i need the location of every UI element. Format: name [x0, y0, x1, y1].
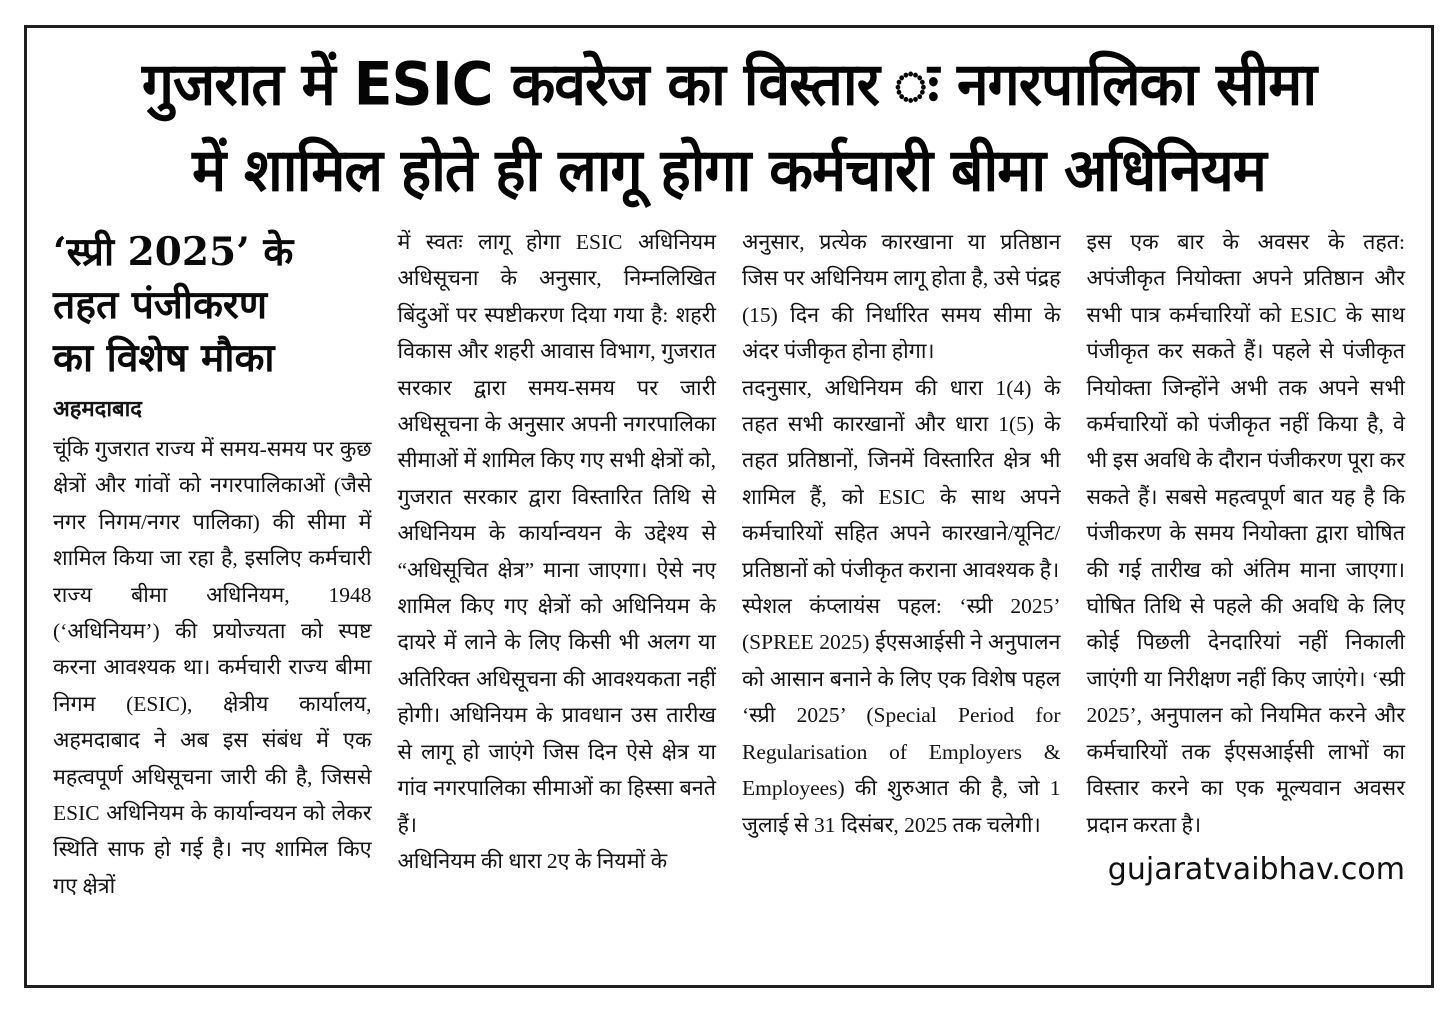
website-credit: gujaratvaibhav.com — [1107, 851, 1405, 887]
article-subheadline — [53, 226, 372, 385]
article-columns — [53, 224, 1405, 904]
body-paragraph: में स्वतः लागू होगा ESIC अधिनियम अधिसूचना के अनुसार, निम्नलिखित बिंदुओं पर स्पष्टीकरण दिया गया है: शहरी विकास और शहरी आवास विभाग, गुजरात सरकार द्वारा समय-समय पर जारी अधिसूचना के अनुसार अपनी नगरपालिका सीमाओं में शामिल किए गए सभी क्षेत्रों को, गुजरात सरकार द्वारा विस्तारित तिथि से अधिनियम के कार्यान्वयन के उद्देश्य से “अधिसूचित क्षेत्र” माना जाएगा। ऐसे नए शामिल किए गए क्षेत्रों को अधिनियम के दायरे में लाने के लिए किसी भी अलग या अतिरिक्त अधिसूचना की आवश्यकता नहीं होगी। अधिनियम के प्रावधान उस तारीख से लागू हो जाएंगे जिस दिन ऐसे क्षेत्र या गांव नगरपालिका सीमाओं का हिस्सा बनते हैं। — [397, 230, 716, 837]
article-column-1 — [53, 224, 372, 904]
article-column-2 — [398, 224, 717, 879]
article-column-3 — [742, 224, 1061, 843]
body-paragraph: अधिनियम की धारा 2ए के नियमों के — [397, 848, 668, 873]
article-frame — [24, 25, 1434, 988]
subheadline-line-3: का विशेष मौका — [53, 335, 275, 381]
body-paragraph: अनुसार, प्रत्येक कारखाना या प्रतिष्ठान जिस पर अधिनियम लागू होता है, उसे पंद्रह (15) दिन की निर्धारित समय सीमा के अंदर पंजीकृत होना होगा। — [742, 230, 1061, 364]
headline-line-1: गुजरात में ESIC कवरेज का विस्तार ः नगरपालिका सीमा — [141, 50, 1317, 119]
article-headline — [53, 42, 1405, 215]
body-paragraph: चूंकि गुजरात राज्य में समय-समय पर कुछ क्षेत्रों और गांवों को नगरपालिकाओं (जैसे नगर निगम/नगर पालिका) की सीमा में शामिल किया जा रहा है, इसलिए कर्मचारी राज्य बीमा अधिनियम, 1948 (‘अधिनियम’) की प्रयोज्यता को स्पष्ट करना आवश्यक था। कर्मचारी राज्य बीमा निगम (ESIC), क्षेत्रीय कार्यालय, अहमदाबाद ने अब इस संबंध में एक महत्वपूर्ण अधिसूचना जारी की है, जिससे ESIC अधिनियम के कार्यान्वयन को लेकर स्थिति साफ हो गई है। नए शामिल किए गए क्षेत्रों — [53, 437, 372, 898]
article-column-4 — [1087, 224, 1406, 889]
dateline: अहमदाबाद — [53, 397, 142, 422]
subheadline-line-2: तहत पंजीकरण — [53, 282, 268, 328]
headline-line-2: में शामिल होते ही लागू होगा कर्मचारी बीमा अधिनियम — [192, 136, 1266, 206]
body-paragraph: स्पेशल कंप्लायंस पहल: ‘स्प्री 2025’ (SPREE 2025) ईएसआईसी ने अनुपालन को आसान बनाने के लिए एक विशेष पहल ‘स्प्री 2025’ (Special Period for Regularisation of Employers & Employees) की शुरुआत की है, जो 1 जुलाई से 31 दिसंबर, 2025 तक चलेगी। — [742, 594, 1061, 837]
body-paragraph: इस एक बार के अवसर के तहत: अपंजीकृत नियोक्ता अपने प्रतिष्ठान और सभी पात्र कर्मचारियों को ESIC के साथ पंजीकृत कर सकते हैं। पहले से पंजीकृत नियोक्ता जिन्होंने अभी तक अपने सभी कर्मचारियों को पंजीकृत नहीं किया है, वे भी इस अवधि के दौरान पंजीकरण पूरा कर सकते हैं। सबसे महत्वपूर्ण बात यह है कि पंजीकरण के समय नियोक्ता द्वारा घोषित की गई तारीख को अंतिम माना जाएगा। घोषित तिथि से पहले की अवधि के लिए कोई पिछली देनदारियां नहीं निकाली जाएंगी या निरीक्षण नहीं किए जाएंगे। ‘स्प्री 2025’, अनुपालन को नियमित करने और कर्मचारियों तक ईएसआईसी लाभों का विस्तार करने का एक मूल्यवान अवसर प्रदान करता है। — [1086, 230, 1405, 837]
subheadline-line-1: ‘स्प्री 2025’ के — [53, 229, 294, 275]
body-paragraph: तदनुसार, अधिनियम की धारा 1(4) के तहत सभी कारखानों और धारा 1(5) के तहत प्रतिष्ठानों, जिनमें विस्तारित क्षेत्र भी शामिल हैं, को ESIC के साथ अपने कर्मचारियों सहित अपने कारखाने/यूनिट/प्रतिष्ठानों को पंजीकृत कराना आवश्यक है। — [742, 375, 1061, 582]
